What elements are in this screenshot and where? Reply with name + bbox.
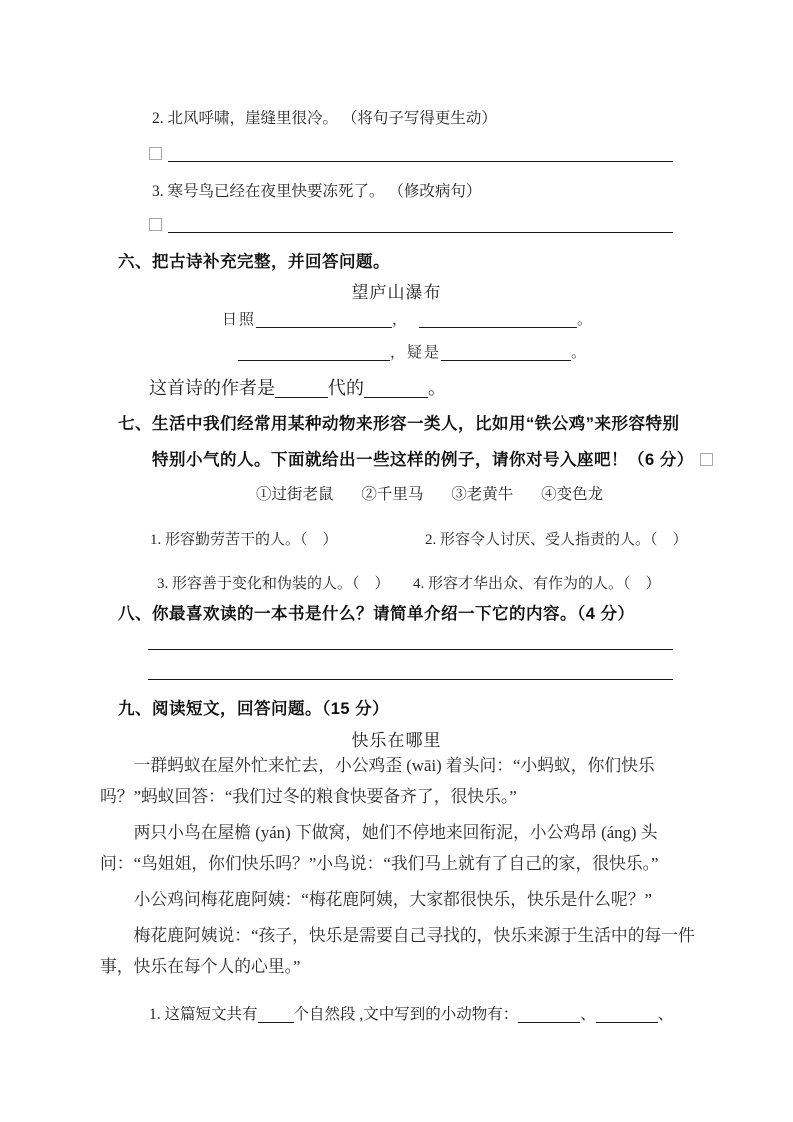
poem-blank [238, 346, 390, 361]
enumeration-comma: 、 [657, 1006, 674, 1023]
poem-title: 望庐山瀑布 [351, 283, 442, 302]
poem-author-question [149, 374, 446, 400]
author-mid: 代的 [328, 378, 364, 398]
section-6-header: 六、把古诗补充完整，并回答问题。 [118, 253, 390, 271]
author-prefix: 这首诗的作者是 [149, 378, 275, 398]
answer-line [168, 161, 673, 162]
match-question-1: 1. 形容勤劳苦干的人。（ ） [150, 532, 338, 548]
period: 。 [571, 345, 589, 361]
checkbox-square [700, 453, 713, 466]
option-1: ①过街老鼠 [256, 486, 334, 503]
poem-blank [441, 346, 571, 361]
fill-blank [518, 1008, 580, 1023]
period: 。 [577, 312, 595, 328]
passage-paragraph: 小公鸡问梅花鹿阿姨：“梅花鹿阿姨，大家都很快乐，快乐是什么呢？” [133, 890, 652, 909]
item-number: 2. [152, 110, 164, 127]
item-hint: （将句子写得更生动） [341, 110, 497, 127]
item-hint: （修改病句） [388, 183, 482, 200]
period: 。 [428, 378, 446, 398]
section-8-header: 八、你最喜欢读的一本书是什么？请简单介绍一下它的内容。（4 分） [118, 605, 635, 623]
author-blank [364, 383, 428, 398]
item-sentence: 北风呼啸，崖缝里很冷。 [167, 110, 339, 127]
section-7-header-line-2-text: 特别小气的人。下面就给出一些这样的例子，请你对号入座吧！（6 分） [152, 451, 694, 469]
match-question-4: 4. 形容才华出众、有作为的人。（ ） [413, 576, 661, 592]
enumeration-comma: 、 [580, 1006, 596, 1023]
option-2: ②千里马 [361, 486, 424, 503]
section-9-header: 九、阅读短文，回答问题。（15 分） [118, 700, 390, 718]
rewrite-item-3 [152, 179, 481, 201]
rewrite-item-2 [152, 106, 497, 128]
item-sentence: 寒号鸟已经在夜里快要冻死了。 [167, 183, 385, 200]
poem-blank [256, 313, 392, 328]
match-question-2: 2. 形容令人讨厌、受人指责的人。（ ） [425, 532, 688, 548]
answer-line [148, 679, 673, 680]
poem-line-1 [222, 308, 594, 329]
reading-passage [100, 750, 704, 987]
reading-question-1-part2: 个自然段 ,文中写到的小动物有： [293, 1006, 519, 1023]
passage-title: 快乐在哪里 [351, 731, 442, 750]
answer-line [168, 232, 673, 233]
match-question-3: 3. 形容善于变化和伪装的人。（ ） [157, 576, 390, 592]
checkbox-square [149, 147, 162, 160]
poem-line-1-start: 日照 [222, 312, 257, 328]
passage-paragraph: 一群蚂蚁在屋外忙来忙去，小公鸡歪 (wāi) 着头问：“小蚂蚁，你们快乐吗？”蚂蚁回答：“我们过冬的粮食快要备齐了，很快乐。” [100, 756, 655, 806]
answer-line [148, 649, 673, 650]
checkbox-square [149, 218, 162, 231]
option-3: ③老黄牛 [451, 486, 514, 503]
poem-line-2 [238, 341, 588, 362]
fill-blank [596, 1008, 658, 1023]
poem-blank [419, 313, 577, 328]
idiom-options [256, 482, 603, 504]
passage-paragraph: 两只小鸟在屋檐 (yán) 下做窝，她们不停地来回衔泥，小公鸡昂 (áng) 头问：“鸟姐姐，你们快乐吗？”小鸟说：“我们马上就有了自己的家，很快乐。” [100, 823, 659, 873]
option-4: ④变色龙 [541, 486, 604, 503]
reading-question-1 [149, 1002, 673, 1024]
section-7-header-line-2 [152, 446, 713, 470]
fill-blank [258, 1008, 294, 1023]
author-blank [275, 383, 328, 398]
item-number: 3. [152, 183, 164, 200]
comma: ， [392, 312, 410, 328]
passage-paragraph: 梅花鹿阿姨说：“孩子，快乐是需要自己寻找的，快乐来源于生活中的每一件事，快乐在每个人的心里。” [100, 926, 695, 976]
section-7-header-line-1: 七、生活中我们经常用某种动物来形容一类人，比如用“铁公鸡”来形容特别 [118, 415, 680, 433]
poem-line-2-mid: ，疑是 [390, 345, 442, 361]
reading-question-1-part1: 1. 这篇短文共有 [149, 1006, 258, 1023]
